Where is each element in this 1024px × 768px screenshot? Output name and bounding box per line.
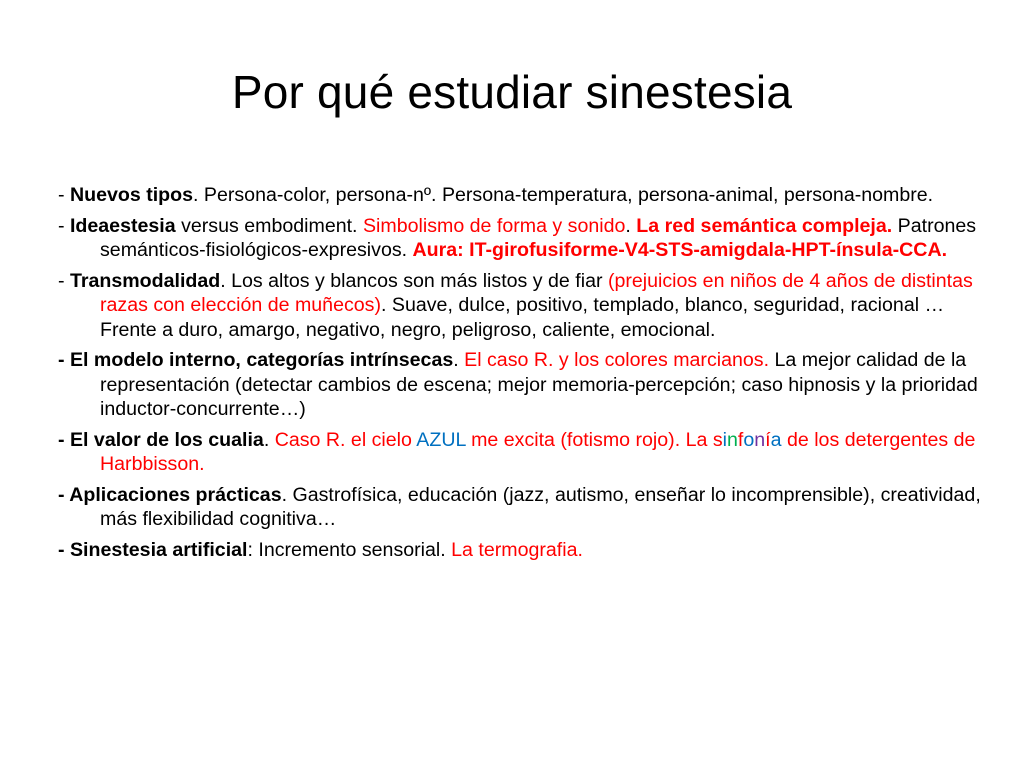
text-run: i bbox=[722, 428, 727, 451]
bold-text-run: Aura: IT-girofusiforme-V4-STS-amigdala-HPT-ínsula-CCA. bbox=[412, 239, 948, 261]
text-run: a bbox=[770, 428, 782, 451]
text-run: Caso R. el cielo bbox=[274, 428, 417, 451]
bold-text-run: Nuevos tipos bbox=[69, 184, 193, 206]
bold-text-run: - El modelo interno, categorías intrínsecas bbox=[58, 349, 454, 371]
bullet-paragraph bbox=[58, 183, 988, 208]
bold-text-run: - Sinestesia artificial bbox=[58, 538, 248, 561]
bullet-paragraph bbox=[58, 269, 988, 343]
bold-text-run: - Aplicaciones prácticas bbox=[58, 483, 282, 506]
text-run: . bbox=[453, 349, 465, 371]
slide-body bbox=[58, 183, 988, 568]
bullet-paragraph bbox=[58, 214, 988, 263]
text-run: . bbox=[263, 428, 275, 451]
text-run: . Los altos y blancos son más listos y de fiar bbox=[220, 269, 608, 292]
text-run: - bbox=[58, 184, 70, 206]
bullet-paragraph bbox=[58, 428, 988, 477]
text-run: La termografia. bbox=[451, 538, 583, 561]
text-run: n bbox=[726, 428, 738, 451]
text-run: de los detergentes de Harbbisson. bbox=[100, 428, 976, 475]
text-run: El caso R. y los colores marcianos. bbox=[464, 349, 770, 371]
bullet-paragraph bbox=[58, 483, 988, 532]
text-run: La mejor calidad de la representación (detectar cambios de escena; mejor memoria-percepción; caso hipnosis y la prioridad inductor-concurrente…) bbox=[100, 349, 978, 420]
text-run: - bbox=[58, 214, 70, 237]
slide-title: Por qué estudiar sinestesia bbox=[231, 66, 793, 118]
text-run: AZUL bbox=[416, 428, 466, 451]
text-run: n bbox=[754, 428, 766, 451]
text-run: o bbox=[743, 428, 755, 451]
text-run: : Incremento sensorial. bbox=[247, 538, 452, 561]
bullet-paragraph bbox=[58, 348, 988, 422]
text-run: . bbox=[625, 214, 637, 237]
bold-text-run: Ideaestesia bbox=[69, 214, 176, 237]
text-run: í bbox=[765, 428, 771, 451]
text-run: s bbox=[712, 428, 723, 451]
text-run: Patrones semánticos-fisiológicos-expresivos. bbox=[100, 214, 977, 261]
text-run: (prejuicios en niños de 4 años de distintas razas con elección de muñecos) bbox=[100, 269, 973, 316]
text-run: versus embodiment. bbox=[175, 214, 363, 237]
bullet-paragraph bbox=[58, 538, 988, 563]
text-run: . Persona-color, persona-nº. Persona-temperatura, persona-animal, persona-nombre. bbox=[193, 184, 934, 206]
text-run: me excita (fotismo rojo). La bbox=[465, 428, 713, 451]
bold-text-run: La red semántica compleja. bbox=[636, 214, 893, 237]
text-run: . Suave, dulce, positivo, templado, blanco, seguridad, racional …Frente a duro, amargo, negativo, negro, peligroso, caliente, emocional. bbox=[100, 294, 945, 341]
text-run: . Gastrofísica, educación (jazz, autismo, enseñar lo incomprensible), creatividad, más flexibilidad cognitiva… bbox=[100, 483, 981, 530]
bold-text-run: Transmodalidad bbox=[69, 269, 221, 292]
text-run: - bbox=[58, 269, 70, 292]
bold-text-run: - El valor de los cualia bbox=[58, 428, 264, 451]
text-run: Simbolismo de forma y sonido bbox=[362, 214, 626, 237]
text-run: f bbox=[737, 428, 744, 451]
